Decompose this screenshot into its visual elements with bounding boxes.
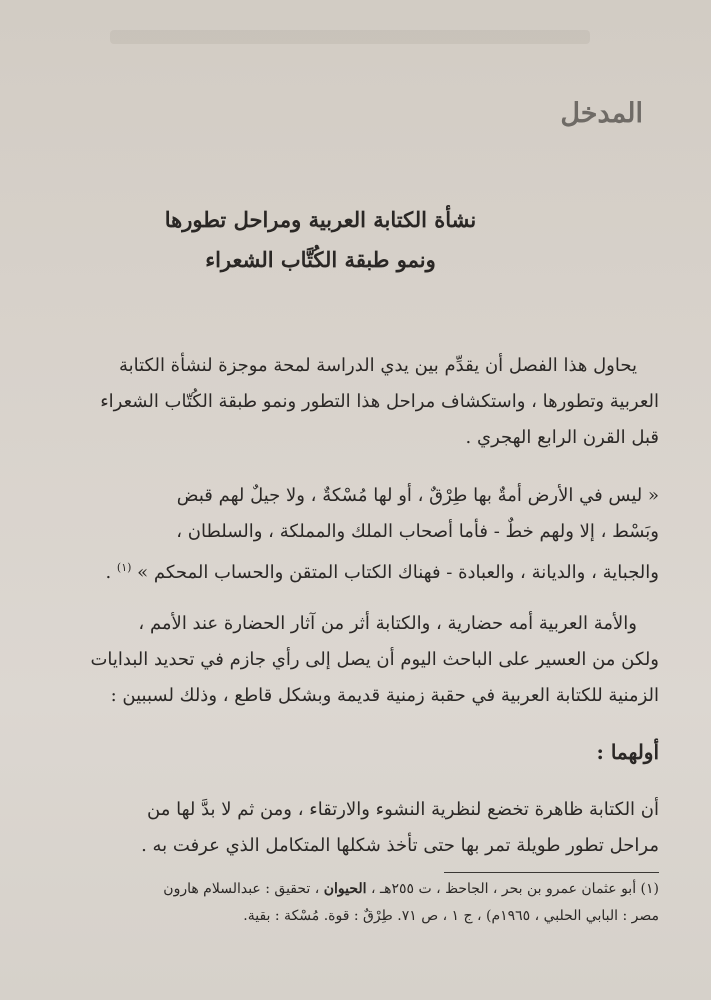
quote-end: .	[105, 562, 117, 583]
quote-line: والجباية ، والديانة ، والعبادة - فهناك الكتاب المتقن والحساب المحكم »	[137, 562, 659, 583]
intro-line: العربية وتطورها ، واستكشاف مراحل هذا التطور ونمو طبقة الكُتّاب الشعراء	[100, 391, 659, 412]
title-line-2: ونمو طبقة الكُتَّاب الشعراء	[205, 247, 436, 272]
bleed-through-header	[110, 30, 590, 44]
civilization-paragraph	[59, 606, 659, 714]
first-reason-paragraph	[59, 792, 659, 864]
footnote	[59, 876, 659, 930]
para2-line: الزمنية للكتابة العربية في حقبة زمنية قديمة وبشكل قاطع ، وذلك لسببين :	[110, 685, 659, 706]
intro-paragraph	[59, 348, 659, 456]
footnote-ref[interactable]: (١)	[116, 561, 132, 574]
quote-line: وبَسْط ، إلا ولهم خطٌ - فأما أصحاب الملك والمملكة ، والسلطان ،	[176, 521, 659, 542]
chapter-title	[0, 200, 711, 280]
subheading-first: أولهما :	[596, 740, 659, 764]
quote-line-last	[59, 550, 659, 591]
quote-line: « ليس في الأرض أمةٌ بها طِرْقٌ ، أو لها مُسْكةٌ ، ولا جيلٌ لهم قبض	[176, 485, 659, 506]
intro-line: يحاول هذا الفصل أن يقدِّم بين يدي الدراسة لمحة موجزة لنشأة الكتابة	[118, 355, 637, 376]
title-line-1: نشأة الكتابة العربية ومراحل تطورها	[164, 207, 477, 232]
footnote-line-1	[59, 876, 659, 903]
footnote-suffix: ، تحقيق : عبدالسلام هارون	[163, 881, 320, 897]
footnote-prefix: (١) أبو عثمان عمرو بن بحر ، الجاحظ ، ت ٢٥٥هـ ،	[366, 881, 659, 897]
chapter-label: المدخل	[560, 98, 643, 129]
para3-line: أن الكتابة ظاهرة تخضع لنظرية النشوء والارتقاء ، ومن ثم لا بدَّ لها من	[147, 799, 659, 820]
footnote-divider	[444, 872, 659, 873]
para2-line: ولكن من العسير على الباحث اليوم أن يصل إلى رأي جازم في تحديد البدايات	[90, 649, 659, 670]
para3-line: مراحل تطور طويلة تمر بها حتى تأخذ شكلها المتكامل الذي عرفت به .	[141, 835, 659, 856]
intro-line: قبل القرن الرابع الهجري .	[465, 427, 659, 448]
footnote-book-title: الحيوان	[323, 881, 367, 897]
footnote-line-2: مصر : البابي الحلبي ، ١٩٦٥م) ، ج ١ ، ص ٧١. طِرْقٌ : قوة. مُسْكة : بقية.	[243, 908, 659, 924]
jahiz-quote	[59, 478, 659, 591]
para2-line: والأمة العربية أمه حضارية ، والكتابة أثر من آثار الحضارة عند الأمم ،	[138, 613, 637, 634]
